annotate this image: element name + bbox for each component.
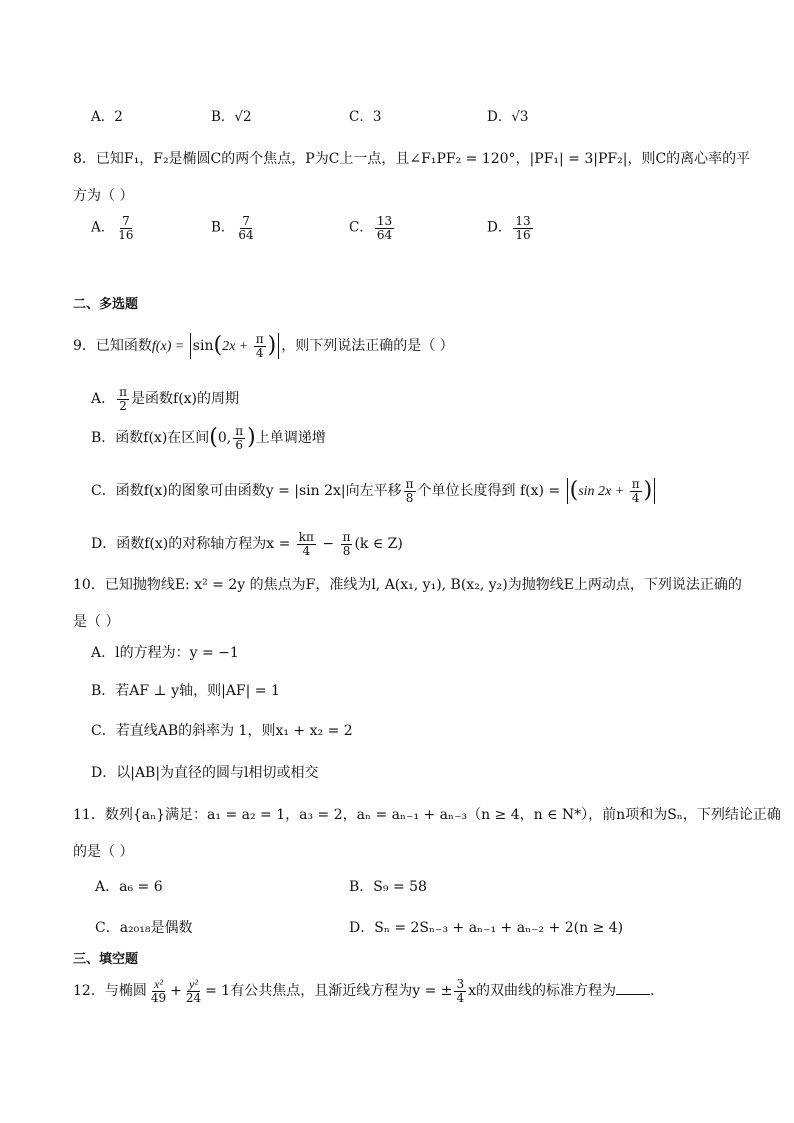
q8-option-d-num: 13 [515, 214, 531, 228]
q12-den2: 24 [185, 990, 202, 1005]
q11-option-c: C．a₂₀₁₈是偶数 [95, 920, 193, 936]
q9-option-d [91, 530, 403, 558]
q9-abs-bar-right [278, 333, 279, 359]
q9-stem-num: π [255, 331, 264, 346]
section-heading-multiple-choice: 二、多选题 [73, 297, 139, 312]
q12-num3: 3 [456, 976, 465, 991]
q10-option-b: B．若AF ⊥ y轴，则|AF| = 1 [91, 683, 280, 699]
q8-option-d-fraction [513, 215, 532, 241]
q9-option-d-num2: π [342, 529, 351, 544]
q9-option-c-num2: π [631, 476, 640, 491]
q9-option-d-fraction1 [297, 531, 316, 557]
q12-den3: 4 [456, 990, 465, 1005]
q8-option-b-den: 64 [238, 227, 254, 242]
q12-plus: + [170, 983, 182, 999]
q12-stem-end: . [650, 983, 655, 999]
q9-option-d-den1: 4 [302, 543, 311, 558]
q9-option-c-abs-bar-right [654, 478, 655, 504]
q9-option-c-text-mid: 个单位长度得到 f(x) = [417, 483, 565, 499]
q8-option-b-label: B． [211, 219, 235, 236]
section-heading-fill-in: 三、填空题 [73, 952, 139, 967]
q9-option-c-paren-left: ( [569, 478, 579, 503]
q7-option-a: A．2 [91, 109, 123, 125]
q9-option-c [91, 477, 657, 506]
q12-stem-mid: = 1有公共焦点，且渐近线方程为y = ± [205, 983, 453, 999]
q12-fraction2 [184, 978, 203, 1004]
q9-stem-func: f(x) = [151, 339, 188, 354]
q9-option-c-num: π [405, 476, 414, 491]
q9-stem-sin: sin [192, 338, 214, 354]
q9-option-b-interval-left: 0, [217, 430, 232, 446]
q8-option-a [91, 215, 138, 241]
q11-stem-line1: 11．数列{aₙ}满足：a₁ = a₂ = 1，a₃ = 2，aₙ = aₙ₋₁ + aₙ₋₃（n ≥ 4，n ∈ N*），前n项和为Sₙ，下列结论正确 [73, 807, 781, 823]
q9-option-d-den2: 8 [342, 543, 351, 558]
q8-option-b-num: 7 [242, 214, 250, 228]
q8-stem-line1: 8．已知F₁，F₂是椭圆C的两个焦点，P为C上一点，且∠F₁PF₂ = 120°，|PF₁| = 3|PF₂|，则C的离心率的平 [73, 151, 751, 167]
q8-option-c-label: C． [349, 219, 373, 236]
q10-option-d: D．以|AB|为直径的圆与l相切或相交 [91, 765, 319, 781]
q7-option-b [211, 111, 252, 125]
q9-stem-den: 4 [255, 345, 264, 360]
q9-option-b-paren-left: ( [209, 425, 218, 450]
q8-option-a-label: A． [91, 219, 115, 236]
q9-option-c-den: 8 [405, 490, 414, 505]
q9-option-c-fraction2 [630, 478, 642, 504]
q11-option-b: B．S₉ = 58 [349, 879, 427, 895]
q9-option-a-den: 2 [119, 398, 127, 413]
q9-paren-right: ) [267, 333, 277, 358]
q9-option-b-text-pre: B．函数f(x)在区间 [91, 430, 210, 446]
q9-option-a-text: 是函数f(x)的周期 [131, 391, 240, 407]
q9-option-c-paren-right: ) [643, 478, 653, 503]
q9-option-b-paren-right: ) [247, 425, 256, 450]
q10-option-a: A．l的方程为：y = −1 [91, 645, 239, 661]
q7-option-b-value: √2 [234, 109, 252, 125]
q9-option-a-fraction [117, 386, 129, 412]
q9-option-a-label: A． [91, 391, 116, 407]
q9-paren-left: ( [213, 333, 223, 358]
q9-option-b-fraction [233, 425, 245, 451]
q9-abs-bar-left [190, 333, 191, 359]
q8-option-d [487, 215, 535, 241]
q8-option-c-den: 64 [376, 227, 393, 242]
q8-stem-line2: 方为（ ） [73, 188, 134, 204]
q12-stem-pre: 12．与椭圆 [73, 983, 147, 999]
q9-option-b-num: π [235, 423, 244, 438]
q12-stem [73, 974, 654, 1008]
q7-option-d-value: √3 [511, 109, 529, 125]
q9-option-d-text-pre: D．函数f(x)的对称轴方程为x = [91, 536, 295, 552]
q8-option-b-fraction [236, 215, 255, 241]
q9-option-a-num: π [119, 384, 128, 399]
q9-stem-post: ，则下列说法正确的是（ ） [281, 338, 454, 354]
q7-option-d [487, 111, 529, 125]
q7-option-d-label: D． [487, 109, 512, 125]
q8-option-d-label: D． [487, 219, 512, 236]
q12-num2: y² [189, 976, 198, 991]
q8-option-a-fraction [116, 215, 135, 241]
q9-option-d-num1: kπ [298, 529, 314, 544]
q10-option-c: C．若直线AB的斜率为 1，则x₁ + x₂ = 2 [91, 723, 353, 739]
q9-option-b-den: 6 [235, 437, 244, 452]
q8-option-a-den: 16 [118, 227, 134, 242]
q12-stem-post: x的双曲线的标准方程为 [468, 983, 617, 999]
q12-num1: x² [154, 976, 163, 991]
q10-stem-line2: 是（ ） [73, 614, 120, 630]
q9-option-c-abs-bar-left [567, 478, 568, 504]
q9-option-b [91, 424, 326, 452]
q12-fraction1 [149, 978, 168, 1004]
q8-option-c-fraction [375, 215, 394, 241]
q11-option-a: A．a₆ = 6 [95, 879, 163, 895]
q9-option-c-text-pre: C．函数f(x)的图象可由函数y = |sin 2x|向左平移 [91, 483, 402, 499]
q12-fraction3 [454, 978, 466, 1004]
q12-answer-blank[interactable] [616, 982, 650, 995]
q9-stem [73, 332, 454, 361]
q9-option-b-text-post: 上单调递增 [255, 430, 326, 446]
q7-option-b-label: B． [211, 109, 235, 125]
q9-stem-pre: 9．已知函数 [73, 338, 152, 354]
q8-option-b [211, 215, 258, 241]
q9-option-c-arg: sin 2x + [578, 484, 628, 499]
q9-stem-fraction [254, 333, 266, 359]
q8-option-d-den: 16 [515, 227, 531, 242]
q9-option-a [91, 385, 239, 413]
q11-option-d: D．Sₙ = 2Sₙ₋₃ + aₙ₋₁ + aₙ₋₂ + 2(n ≥ 4) [349, 920, 624, 936]
q8-option-a-num: 7 [122, 214, 130, 228]
q9-option-c-den2: 4 [631, 490, 640, 505]
q7-option-c: C．3 [349, 109, 382, 125]
q9-option-d-minus: − [317, 536, 339, 552]
q11-stem-line2: 的是（ ） [73, 844, 134, 860]
q9-stem-arg: 2x + [222, 339, 252, 354]
q8-option-c-num: 13 [376, 214, 393, 228]
q12-den1: 49 [150, 990, 167, 1005]
q8-option-c [349, 215, 396, 241]
q10-stem-line1: 10．已知抛物线E: x² = 2y 的焦点为F，准线为l, A(x₁, y₁), B(x₂, y₂)为抛物线E上两动点，下列说法正确的 [73, 577, 742, 593]
q9-option-d-fraction2 [341, 531, 353, 557]
q9-option-c-fraction [404, 478, 416, 504]
q9-option-d-text-post: (k ∈ Z) [354, 536, 403, 552]
